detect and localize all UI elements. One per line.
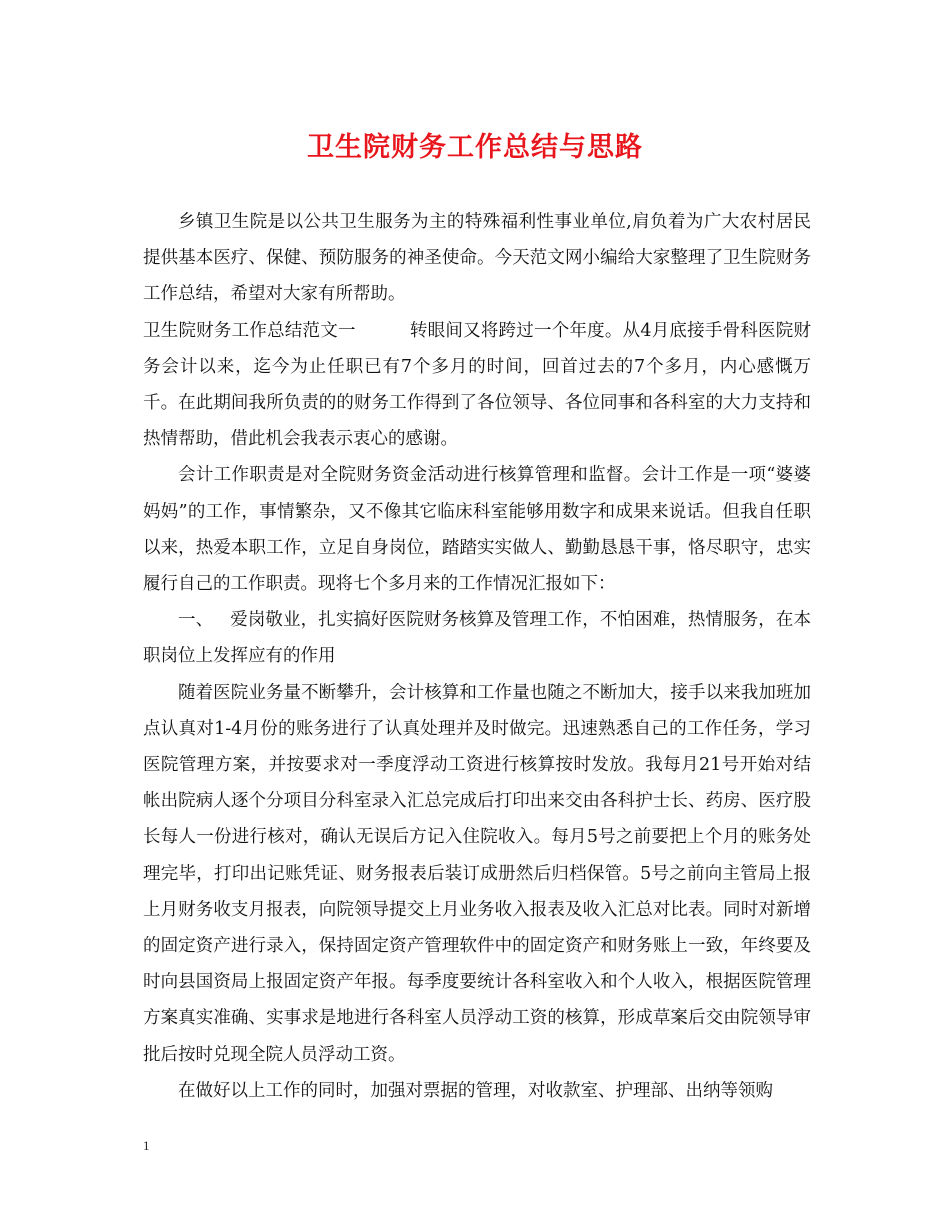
paragraph-workload: 随着医院业务量不断攀升，会计核算和工作量也随之不断加大，接手以来我加班加点认真对1-4月份的账务进行了认真处理并及时做完。迅速熟悉自己的工作任务，学习医院管理方案，并按要求对一季度浮动工资进行核算按时发放。我每月21号开始对结帐出院病人逐个分项目分科室录入汇总完成后打印出来交由各科护士长、药房、医疗股长每人一份进行核对，确认无误后方记入住院收入。每月5号之前要把上个月的账务处理完毕，打印出记账凭证、财务报表后装订成册然后归档保管。5号之前向主管局上报上月财务收支月报表，向院领导提交上月业务收入报表及收入汇总对比表。同时对新增的固定资产进行录入，保持固定资产管理软件中的固定资产和财务账上一致，年终要及时向县国资局上报固定资产年报。每季度要统计各科室收入和个人收入，根据医院管理方案真实准确、实事求是地进行各科室人员浮动工资的核算，形成草案后交由院领导审批后按时兑现全院人员浮动工资。 (143, 682, 811, 1065)
section-heading: 卫生院财务工作总结范文一 (143, 320, 356, 341)
item-one-text: 爱岗敬业，扎实搞好医院财务核算及管理工作，不怕困难，热情服务，在本职岗位上发挥应有的作用 (143, 610, 811, 667)
document-title: 卫生院财务工作总结与思路 (307, 132, 643, 163)
paragraph-item-one (143, 602, 811, 674)
page-number: 1 (143, 1138, 150, 1153)
paragraph-receipts: 在做好以上工作的同时，加强对票据的管理，对收款室、护理部、出纳等领购 (178, 1080, 773, 1101)
paragraph-section-one-text: 转眼间又将跨过一个年度。从4月底接手骨科医院财务会计以来，迄今为止任职已有7个多月的时间，回首过去的7个多月，内心感慨万千。在此期间我所负责的的财务工作得到了各位领导、各位同事和各科室的大力支持和热情帮助，借此机会我表示衷心的感谢。 (143, 320, 812, 450)
document-body (143, 204, 811, 1109)
paragraph-intro: 乡镇卫生院是以公共卫生服务为主的特殊福利性事业单位,肩负着为广大农村居民提供基本医疗、保健、预防服务的神圣使命。今天范文网小编给大家整理了卫生院财务工作总结，希望对大家有所帮助。 (143, 212, 811, 305)
item-marker: 一、 (178, 610, 214, 631)
paragraph-duties: 会计工作职责是对全院财务资金活动进行核算管理和监督。会计工作是一项“婆婆妈妈”的工作，事情繁杂，又不像其它临床科室能够用数字和成果来说话。但我自任职以来，热爱本职工作，立足自身岗位，踏踏实实做人、勤勤恳恳干事，恪尽职守，忠实履行自己的工作职责。现将七个多月来的工作情况汇报如下： (143, 465, 811, 595)
paragraph-section-one (143, 313, 811, 458)
